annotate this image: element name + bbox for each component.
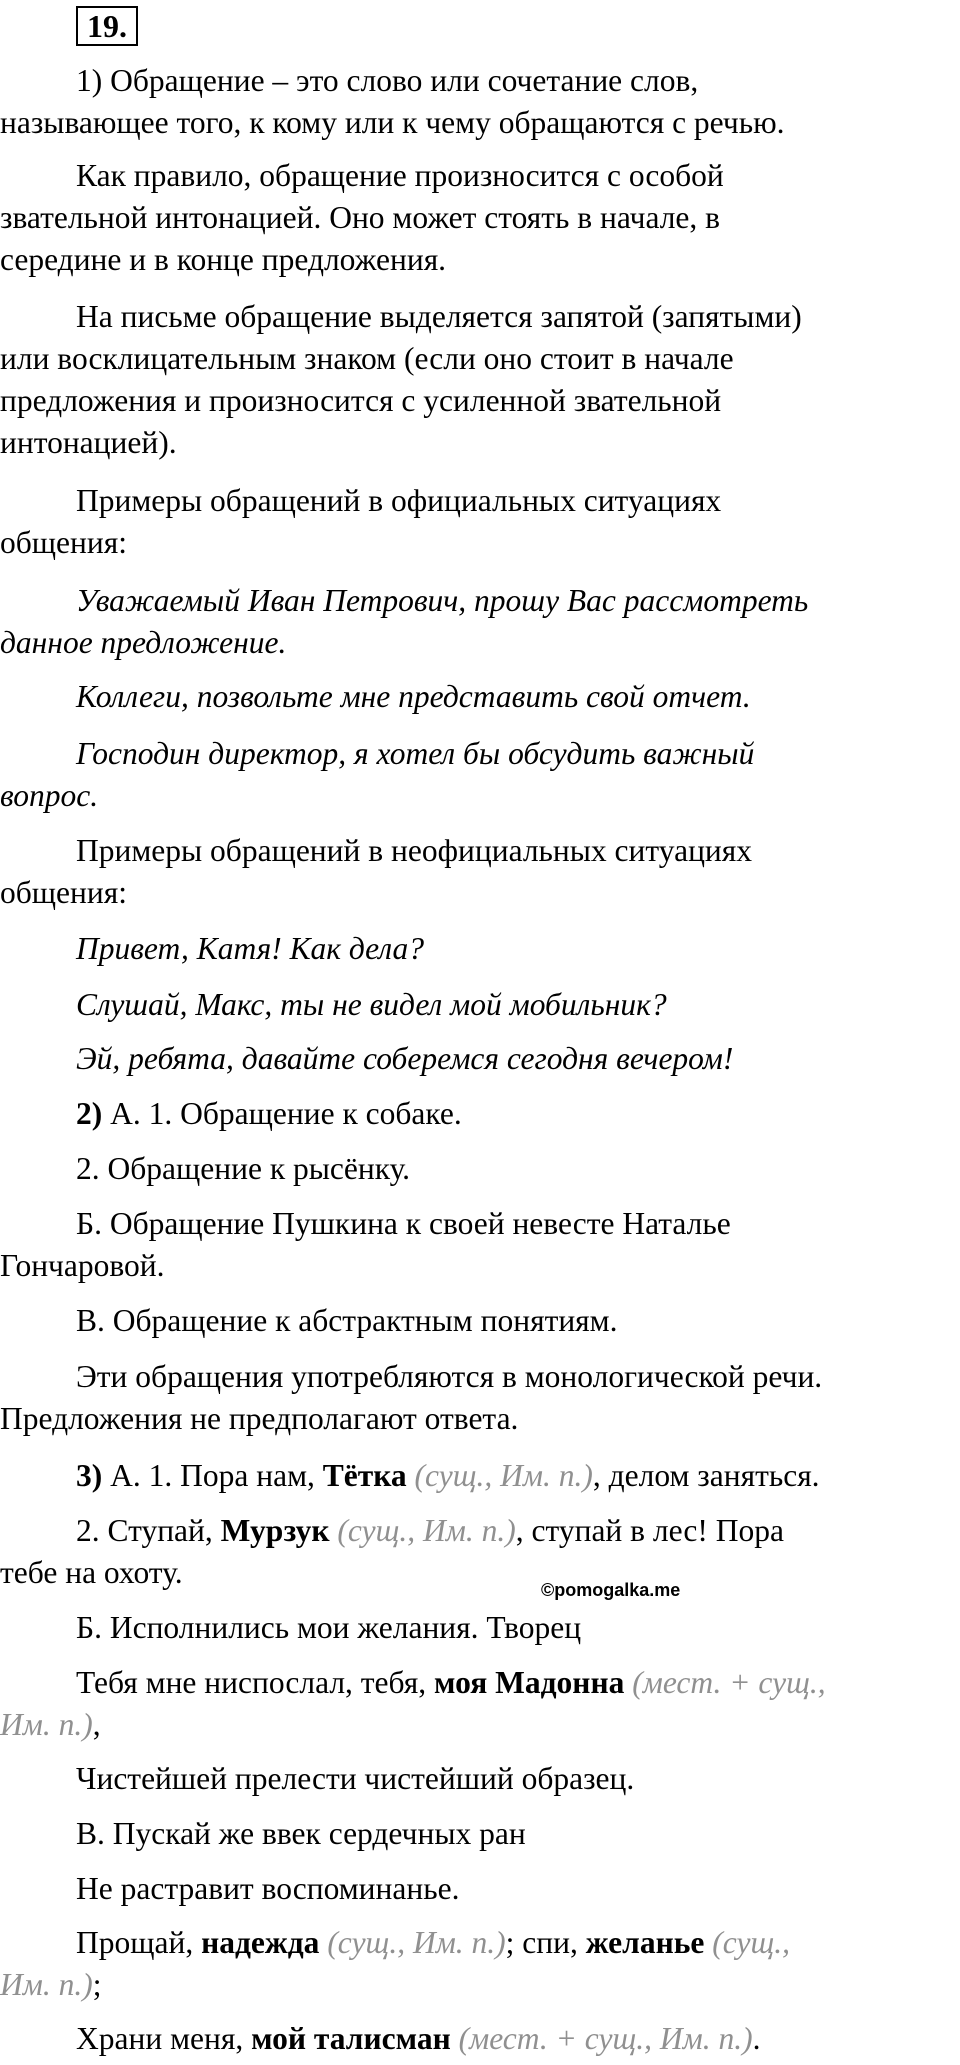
section-3-v-line-4: Им. п.); (0, 1967, 102, 2002)
watermark: ©pomogalka.me (541, 1580, 681, 1600)
example-official-3-line-1: Господин директор, я хотел бы обсудить важный (76, 736, 755, 771)
example-informal-3: Эй, ребята, давайте соберемся сегодня вечером! (76, 1041, 734, 1076)
paragraph-intonation-line-2: звательной интонацией. Оно может стоять в начале, в (0, 200, 721, 235)
section-2-monologue-line-2: Предложения не предполагают ответа. (0, 1401, 519, 1436)
section-2-b-line-1: Б. Обращение Пушкина к своей невесте Наталье (76, 1206, 731, 1241)
paragraph-informal-line-1: Примеры обращений в неофициальных ситуациях (76, 833, 753, 868)
paragraph-definition-line-1: 1) Обращение – это слово или сочетание слов, (76, 63, 699, 98)
section-3-v-line-2: Не растравит воспоминанье. (76, 1871, 460, 1906)
section-2-monologue-line-1: Эти обращения употребляются в монологической речи. (76, 1359, 823, 1394)
paragraph-intonation-line-3: середине и в конце предложения. (0, 242, 447, 277)
paragraph-intonation-line-1: Как правило, обращение произносится с особой (76, 158, 724, 193)
paragraph-punctuation-line-3: предложения и произносится с усиленной звательной (0, 383, 722, 418)
section-2-v: В. Обращение к абстрактным понятиям. (76, 1303, 618, 1338)
section-2-a: 2) А. 1. Обращение к собаке. (76, 1096, 462, 1131)
paragraph-official-line-1: Примеры обращений в официальных ситуациях (76, 483, 722, 518)
task-number: 19. (76, 6, 138, 46)
paragraph-punctuation-line-4: интонацией). (0, 425, 177, 460)
section-3-b-line-2: Тебя мне ниспослал, тебя, моя Мадонна (мест. + сущ., (76, 1665, 826, 1700)
section-3-b-line-4: Чистейшей прелести чистейший образец. (76, 1761, 635, 1796)
section-2-b-line-2: Гончаровой. (0, 1248, 165, 1283)
section-3-a: 3) А. 1. Пора нам, Тётка (сущ., Им. п.), делом заняться. (76, 1458, 820, 1493)
example-informal-2: Слушай, Макс, ты не видел мой мобильник? (76, 987, 667, 1022)
paragraph-definition-line-2: называющее того, к кому или к чему обращаются с речью. (0, 105, 785, 140)
example-informal-1: Привет, Катя! Как дела? (76, 931, 424, 966)
section-3-a2-line-2: тебе на охоту. (0, 1555, 183, 1590)
section-3-v-line-1: В. Пускай же ввек сердечных ран (76, 1816, 526, 1851)
paragraph-punctuation-line-2: или восклицательным знаком (если оно стоит в начале (0, 341, 734, 376)
example-official-2: Коллеги, позвольте мне представить свой отчет. (76, 679, 751, 714)
paragraph-punctuation-line-1: На письме обращение выделяется запятой (запятыми) (76, 299, 802, 334)
example-official-1-line-1: Уважаемый Иван Петрович, прошу Вас рассмотреть (76, 583, 809, 618)
section-3-a2-line-1: 2. Ступай, Мурзук (сущ., Им. п.), ступай в лес! Пора (76, 1513, 784, 1548)
paragraph-official-line-2: общения: (0, 525, 127, 560)
example-official-1-line-2: данное предложение. (0, 625, 287, 660)
section-3-v-line-5: Храни меня, мой талисман (мест. + сущ., Им. п.). (76, 2021, 761, 2056)
section-3-v-line-3: Прощай, надежда (сущ., Им. п.); спи, желанье (сущ., (76, 1925, 791, 1960)
section-3-b-line-3: Им. п.), (0, 1707, 101, 1742)
paragraph-informal-line-2: общения: (0, 875, 127, 910)
section-3-b-line-1: Б. Исполнились мои желания. Творец (76, 1610, 582, 1645)
example-official-3-line-2: вопрос. (0, 778, 99, 813)
section-2-a2: 2. Обращение к рысёнку. (76, 1151, 411, 1186)
